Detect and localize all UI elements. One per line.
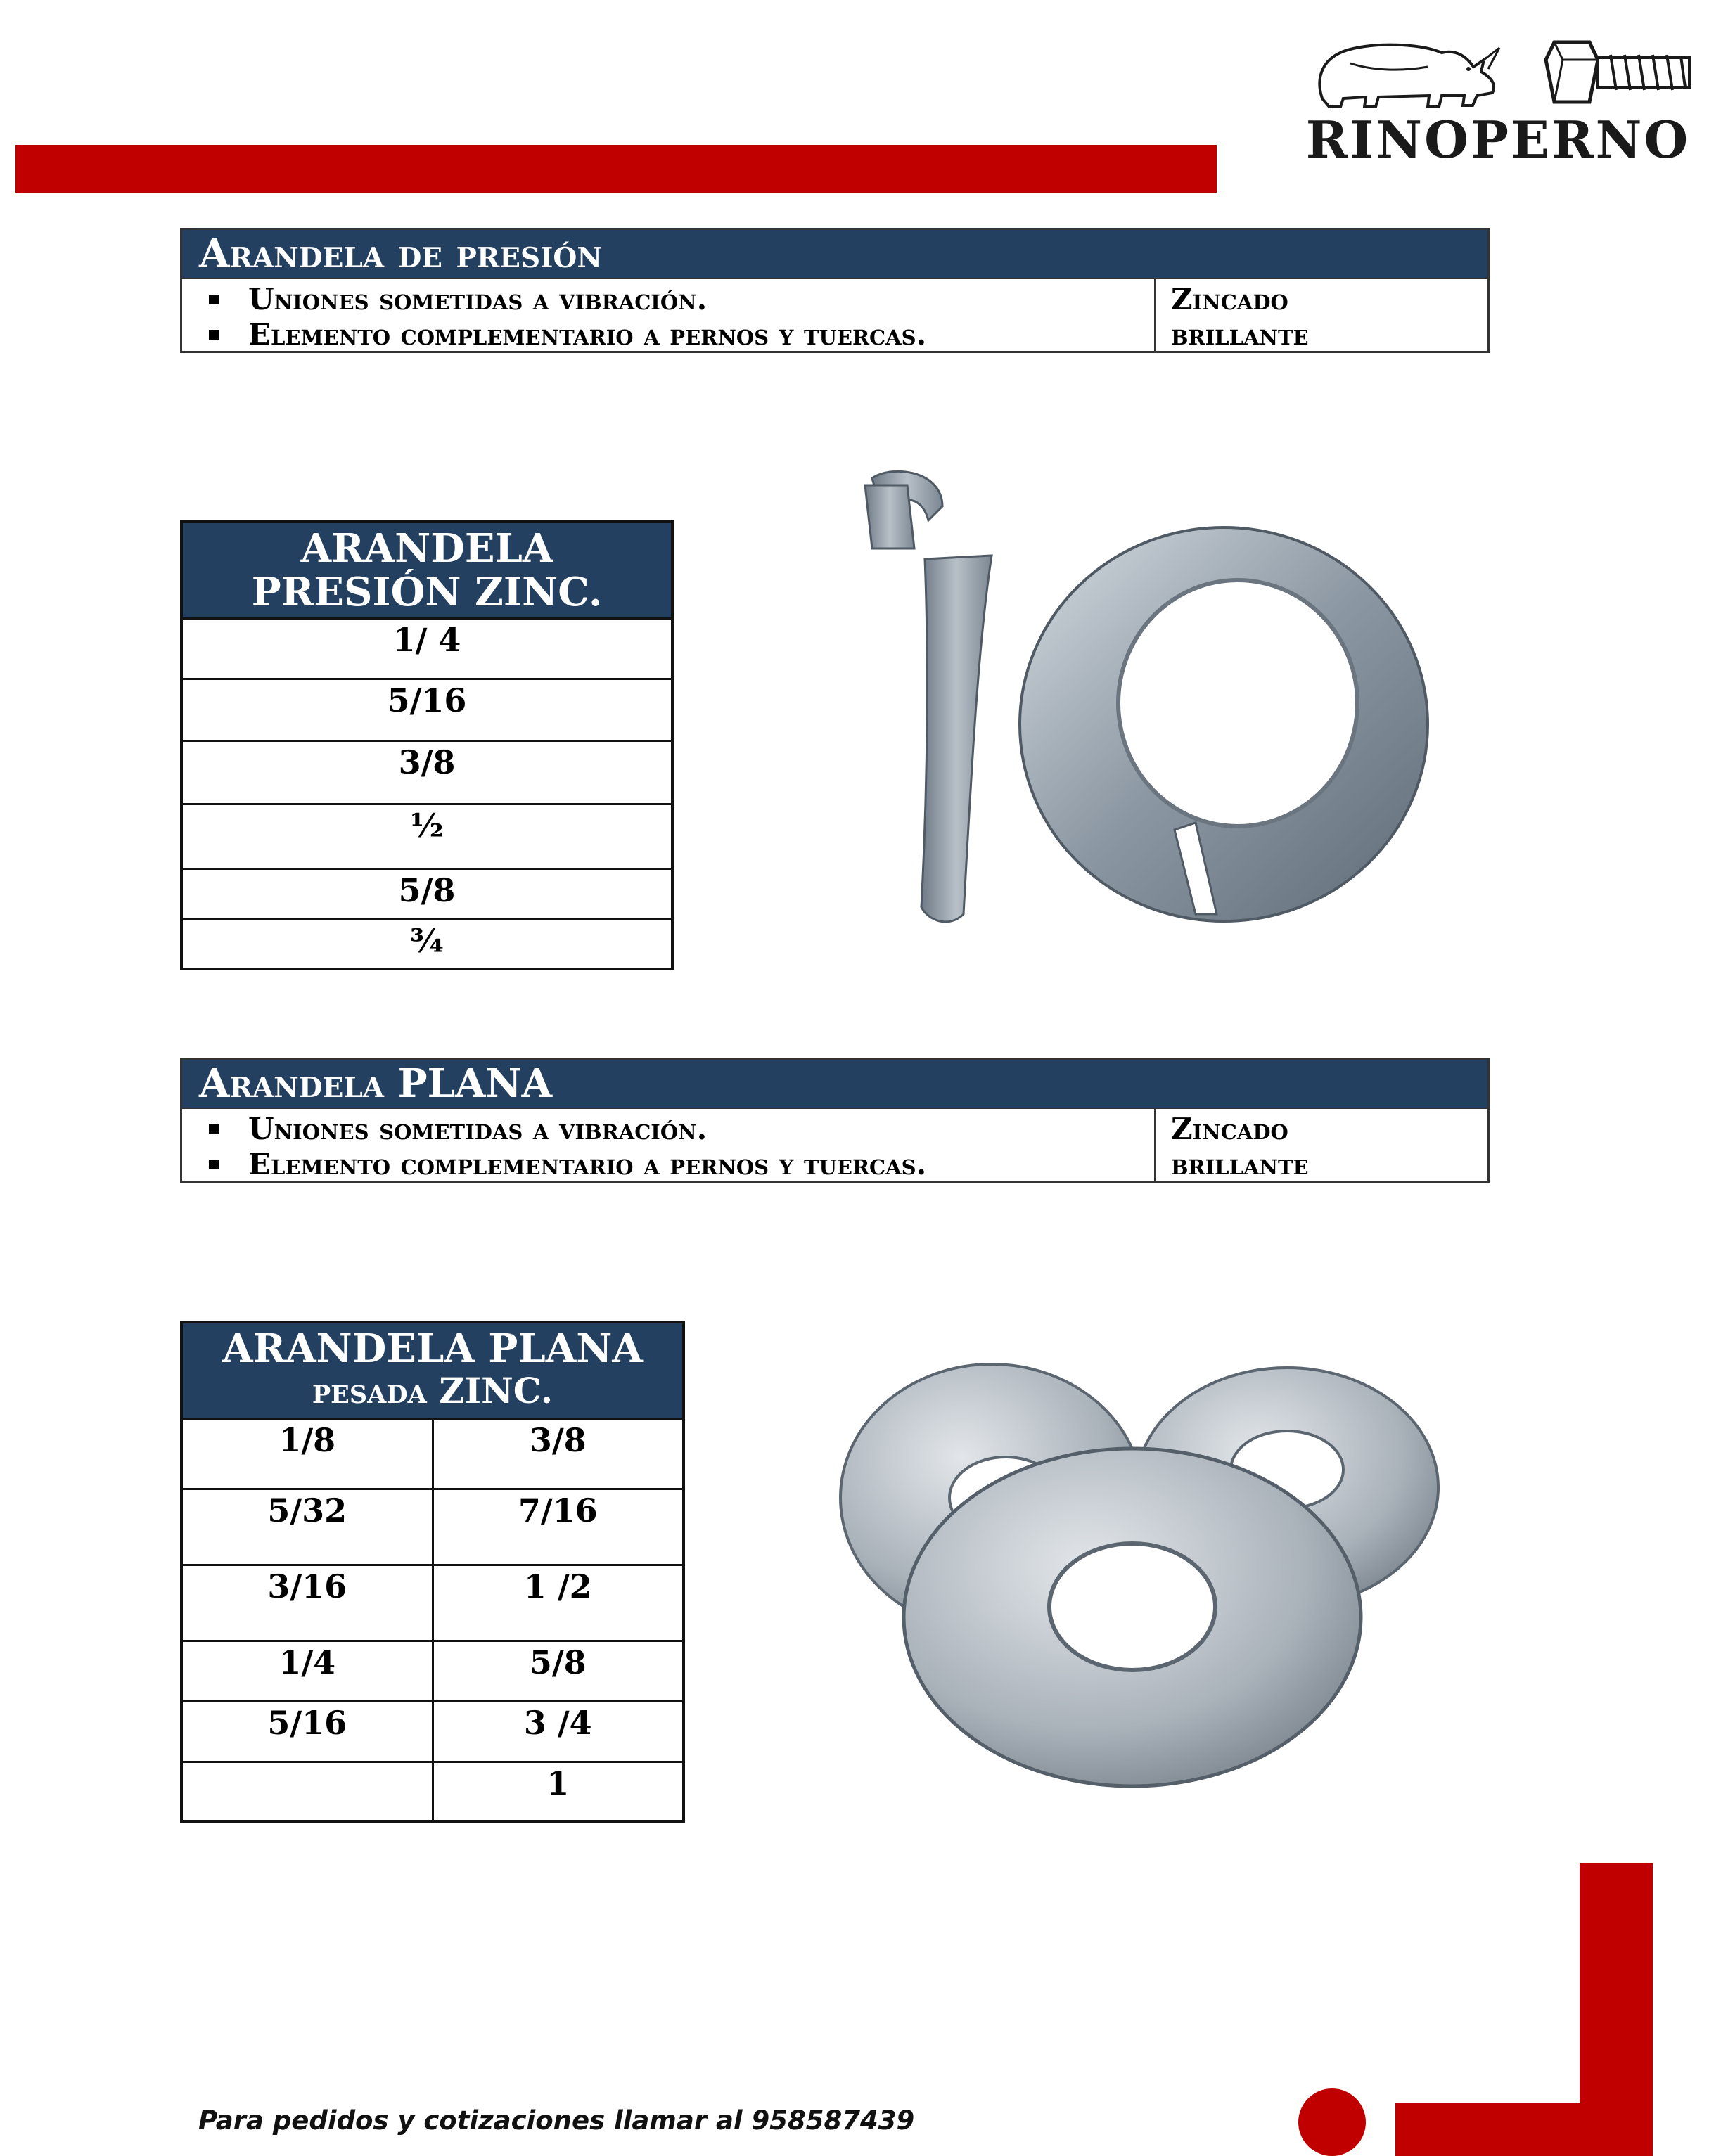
- split-lock-washer-photo: [844, 464, 1449, 942]
- footer-contact: Para pedidos y cotizaciones llamar al 958587439: [198, 2105, 915, 2136]
- size-cell: 1: [432, 1763, 683, 1820]
- table-header: ARANDELA PLANA: [222, 1326, 643, 1372]
- finish-label: Zincado: [1171, 282, 1288, 316]
- size-cell: 1 /2: [432, 1566, 683, 1640]
- bullet-item: Elemento complementario a pernos y tuercas.: [199, 1147, 1154, 1182]
- size-cell: 3/16: [267, 1567, 347, 1605]
- flat-washers-photo: [830, 1357, 1449, 1807]
- table-header: PRESIÓN ZINC.: [251, 568, 603, 615]
- section-title: Arandela de presión: [182, 230, 1487, 278]
- corner-dot: [1298, 2088, 1366, 2156]
- table-header: ARANDELA: [300, 525, 553, 572]
- bullet-item: Elemento complementario a pernos y tuercas.: [199, 317, 1154, 352]
- brand-logo: [1273, 28, 1723, 176]
- corner-decoration: [1395, 2103, 1653, 2156]
- finish-label: brillante: [1171, 1147, 1309, 1181]
- size-cell: 5/8: [432, 1642, 683, 1700]
- size-cell: 1/ 4: [392, 621, 461, 659]
- size-cell: 3/8: [432, 1420, 683, 1488]
- size-cell: 3/8: [398, 743, 456, 781]
- rhino-icon: [1273, 28, 1723, 113]
- size-cell: 5/8: [398, 871, 456, 909]
- product-info-table-plana: [180, 1058, 1490, 1183]
- size-table-plana: [180, 1321, 685, 1823]
- bullet-item: Uniones sometidas a vibración.: [199, 282, 1154, 317]
- size-cell: 7/16: [432, 1490, 683, 1564]
- product-info-table-presion: [180, 228, 1490, 353]
- size-cell: ¾: [410, 922, 444, 960]
- size-cell: 3 /4: [432, 1702, 683, 1761]
- size-cell: 1/8: [279, 1421, 336, 1459]
- size-cell: 5/16: [387, 681, 467, 719]
- finish-label: Zincado: [1171, 1112, 1288, 1146]
- size-cell: 5/16: [267, 1704, 347, 1742]
- size-table-presion: [180, 520, 674, 970]
- table-header: pesada ZINC.: [312, 1369, 553, 1411]
- brand-name: RINOPERNO: [1305, 110, 1691, 169]
- header-red-bar: [15, 145, 1217, 193]
- size-cell: 1/4: [279, 1643, 336, 1681]
- section-title: Arandela PLANA: [182, 1060, 1487, 1108]
- bolt-icon: [1546, 42, 1689, 102]
- size-cell: [183, 1763, 432, 1820]
- bullet-item: Uniones sometidas a vibración.: [199, 1112, 1154, 1147]
- finish-label: brillante: [1171, 317, 1309, 352]
- size-cell: 5/32: [267, 1491, 347, 1529]
- size-cell: ½: [410, 807, 444, 845]
